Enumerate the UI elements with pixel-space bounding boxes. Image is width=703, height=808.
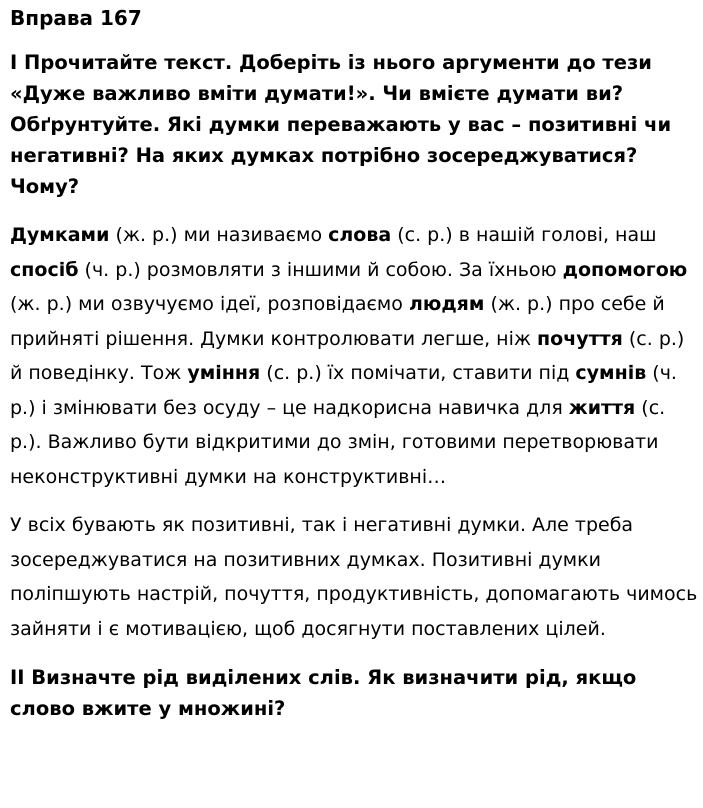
exercise-page [10, 0, 698, 724]
exercise-title: Вправа 167 [10, 6, 142, 30]
highlighted-word: слова [328, 224, 392, 246]
paragraph-text: (с. р.) в нашій голові, наш [391, 224, 657, 246]
text-paragraph-two: У всіх бувають як позитивні, так і негативні думки. Але треба зосереджуватися на позитивних думках. Позитивні думки поліпшують настрій, почуття, продуктивність, допомагають чимось зайняти і є мотивацією, щоб досягнути поставлених цілей. [10, 514, 698, 640]
paragraph-text: (с. р.). Важливо бути відкритими до змін, готовими перетворювати неконструктивні думки на конструктивні… [10, 396, 666, 488]
paragraph-text: (ж. р.) ми називаємо [109, 224, 329, 246]
paragraph-text: (с. р.) й поведінку. Тож [10, 327, 685, 384]
task-one-instructions: I Прочитайте текст. Доберіть із нього аргументи до тези «Дуже важливо вміти думати!». Чи вмієте думати ви? Обґрунтуйте. Які думки переважають у вас – позитивні чи негативні? На яких думках потрібно зосереджуватися? Чому? [10, 51, 672, 198]
highlighted-word: допомогою [562, 258, 688, 281]
task-two-instructions: II Визначте рід виділених слів. Як визначити рід, якщо слово вжите у множині? [10, 666, 637, 720]
paragraph-text: (ж. р.) про себе й прийняті рішення. Думки контролювати легше, ніж [10, 293, 665, 350]
highlighted-word: сумнів [575, 362, 647, 384]
text-paragraph-one [10, 218, 698, 494]
paragraph-text: (ч. р.) і змінювати без осуду – це надкорисна навичка для [10, 362, 677, 419]
highlighted-word: уміння [187, 362, 261, 384]
highlighted-word: людям [408, 293, 485, 315]
paragraph-text: (с. р.) їх помічати, ставити під [260, 362, 576, 384]
highlighted-word: почуття [537, 327, 623, 350]
highlighted-word: життя [568, 396, 636, 419]
highlighted-word: Думками [10, 224, 110, 246]
paragraph-text: (ж. р.) ми озвучуємо ідеї, розповідаємо [10, 293, 409, 315]
paragraph-text: (ч. р.) розмовляти з іншими й собою. За їхньою [78, 258, 563, 281]
highlighted-word: спосіб [10, 258, 79, 281]
